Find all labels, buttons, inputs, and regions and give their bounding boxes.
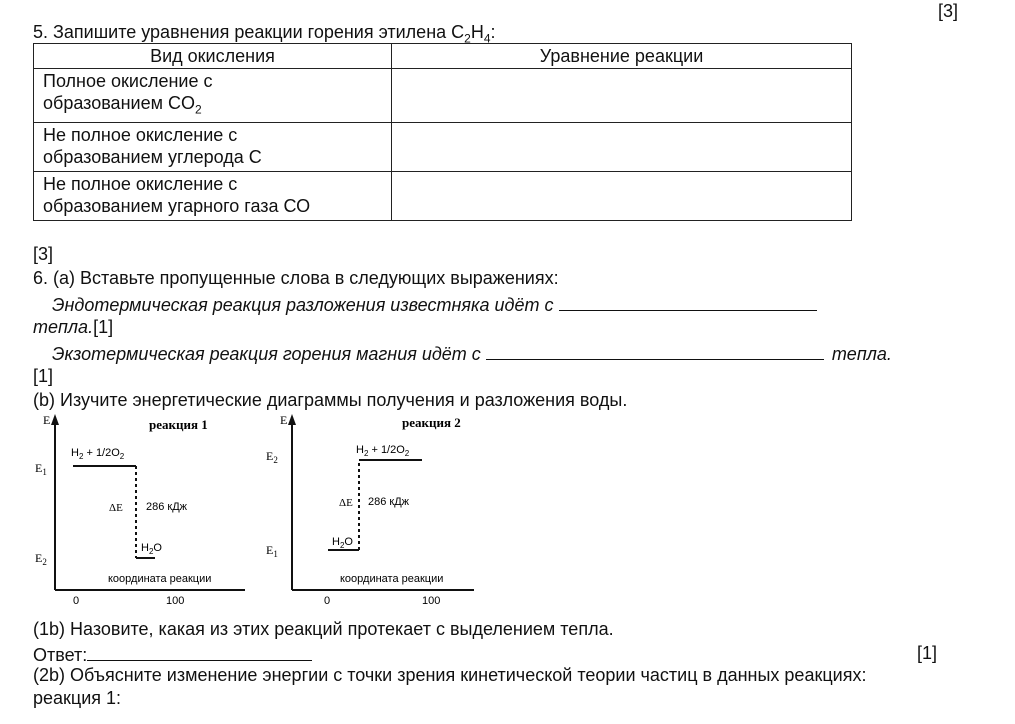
q6a-statement-1-tail: тепла.[1]: [33, 317, 114, 337]
col-header-equation: Уравнение реакции: [392, 44, 852, 69]
x-tick-100: 100: [166, 595, 185, 607]
energy-value: 286 кДж: [368, 496, 410, 508]
energy-diagram-1: [33, 410, 248, 610]
q1b-question: (1b) Назовите, какая из этих реакций протекает с выделением тепла.: [33, 619, 614, 639]
q5-title: 5. Запишите уравнения реакции горения этилена $C_2H_4$:: [33, 22, 496, 46]
q6a-statement-2: Экзотермическая реакция горения магния идёт с тепла.: [52, 341, 892, 365]
table-row: [34, 69, 852, 123]
row-type-cell: Полное окисление с образованием $CO_2$: [34, 69, 392, 123]
q6b-title: (b) Изучите энергетические диаграммы получения и разложения воды.: [33, 390, 628, 410]
product-label: $H_2 + 1/2O_2$: [356, 444, 410, 458]
diagram-1-title: реакция 1: [149, 417, 208, 432]
product-label: $H_2O$: [141, 542, 162, 556]
delta-e-label: ΔE: [109, 502, 123, 514]
reactant-label: $H_2O$: [332, 536, 353, 550]
table-row: [34, 171, 852, 220]
x-tick-0: 0: [324, 595, 331, 607]
x-tick-0: 0: [73, 595, 80, 607]
equation-cell[interactable]: [392, 69, 852, 123]
row-type-cell: Не полное окисление с образованием углерода С: [34, 122, 392, 171]
x-tick-100: 100: [422, 595, 441, 607]
e2-label: $E_2$: [35, 551, 47, 567]
equation-cell[interactable]: [392, 171, 852, 220]
diagram-2-title: реакция 2: [402, 415, 461, 430]
x-axis-label: координата реакции: [340, 573, 444, 585]
table-row: [34, 122, 852, 171]
axis-e-label: E: [43, 413, 51, 427]
table-header-row: [34, 44, 852, 69]
top-score: [3]: [938, 1, 959, 21]
q5-score: [3]: [33, 244, 54, 264]
q6a-statement-2-score: [1]: [33, 366, 54, 386]
q6a-statement-1: Эндотермическая реакция разложения известняка идёт с: [52, 292, 817, 316]
col-header-type: Вид окисления: [34, 44, 392, 69]
energy-value: 286 кДж: [146, 501, 188, 513]
e2-label: $E_2$: [266, 449, 278, 465]
q2b-reaction-1: реакция 1:: [33, 688, 122, 708]
equation-cell[interactable]: [392, 122, 852, 171]
q6a-title: 6. (a) Вставьте пропущенные слова в следующих выражениях:: [33, 268, 559, 288]
answer-blank-2[interactable]: [486, 341, 824, 360]
answer-field[interactable]: [87, 642, 312, 661]
q2b-question: (2b) Объясните изменение энергии с точки зрения кинетической теории частиц в данных реакциях:: [33, 665, 867, 685]
axis-e-label: E: [280, 413, 288, 427]
energy-diagram-2: [262, 410, 477, 610]
e1-label: $E_1$: [266, 543, 278, 559]
oxidation-table: [33, 43, 852, 221]
row-type-cell: Не полное окисление с образованием угарного газа СО: [34, 171, 392, 220]
answer-line: Ответ:: [33, 642, 312, 666]
q1b-score: [1]: [917, 643, 938, 663]
e1-label: $E_1$: [35, 461, 47, 477]
delta-e-label: ΔE: [339, 497, 353, 509]
reactant-label: $H_2 + 1/2O_2$: [71, 447, 125, 461]
x-axis-label: координата реакции: [108, 573, 212, 585]
answer-blank-1[interactable]: [559, 292, 817, 311]
